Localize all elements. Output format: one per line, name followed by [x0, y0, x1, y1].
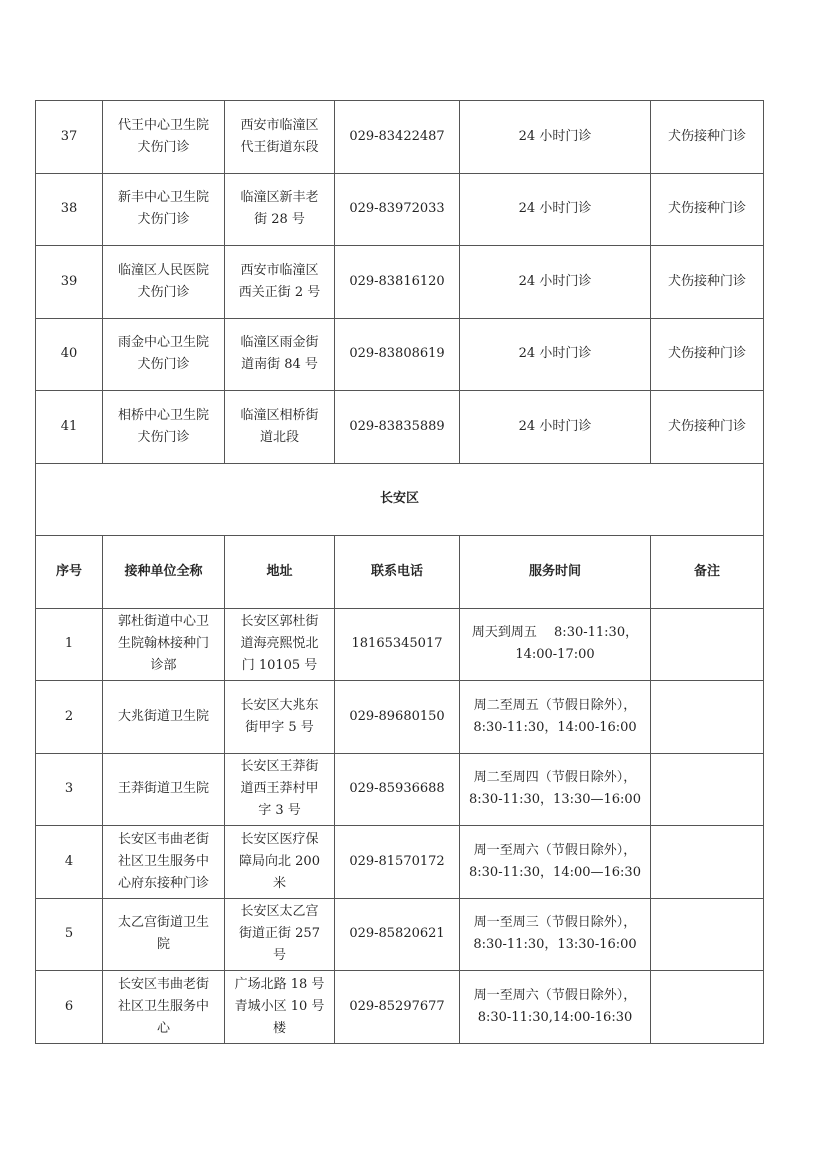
- service-hours-line: 24 小时门诊: [518, 346, 592, 362]
- remark: [651, 898, 764, 971]
- unit-phone: 029-85820621: [335, 898, 460, 971]
- unit-phone: 029-83816120: [335, 246, 460, 319]
- unit-address: [225, 173, 335, 246]
- row-number: 5: [36, 898, 103, 971]
- section-row: [36, 463, 764, 536]
- service-hours: [460, 173, 651, 246]
- unit-phone: 029-83422487: [335, 101, 460, 174]
- unit-name: [103, 173, 225, 246]
- service-hours-line: 周二至周五（节假日除外），: [473, 697, 637, 713]
- unit-address-line: 楼: [272, 1020, 286, 1036]
- unit-address-line: 门 10105 号: [241, 658, 318, 674]
- district-rows: [36, 608, 764, 1043]
- service-hours: [460, 826, 651, 899]
- unit-phone: 029-83808619: [335, 318, 460, 391]
- table-row: [36, 608, 764, 681]
- unit-address-line: 街 28 号: [254, 212, 305, 228]
- unit-name-line: 代王中心卫生院: [117, 117, 209, 133]
- unit-address-line: 道南街 84 号: [241, 357, 318, 373]
- service-hours: [460, 753, 651, 826]
- header-unit: 接种单位全称: [103, 536, 225, 609]
- unit-address: [225, 391, 335, 464]
- service-hours: [460, 608, 651, 681]
- table-row: [36, 173, 764, 246]
- table-row: [36, 246, 764, 319]
- table-row: [36, 826, 764, 899]
- unit-name-line: 诊部: [150, 658, 177, 674]
- unit-name-line: 新丰中心卫生院: [117, 190, 209, 206]
- service-hours-line: 24 小时门诊: [518, 201, 592, 217]
- unit-name: [103, 681, 225, 754]
- unit-name-line: 相桥中心卫生院: [117, 407, 209, 423]
- remark: [651, 753, 764, 826]
- table-row: [36, 681, 764, 754]
- service-hours: [460, 971, 651, 1044]
- service-hours-line: 周一至周六（节假日除外），: [473, 987, 637, 1003]
- row-number: 4: [36, 826, 103, 899]
- unit-address-line: 字 3 号: [258, 803, 301, 819]
- header-remark: 备注: [651, 536, 764, 609]
- unit-name: [103, 318, 225, 391]
- remark: [651, 971, 764, 1044]
- unit-name: [103, 826, 225, 899]
- unit-address-line: 街道正街 257: [239, 926, 320, 942]
- header-row: [36, 536, 764, 609]
- row-number: 6: [36, 971, 103, 1044]
- unit-name-line: 心府东接种门诊: [117, 875, 209, 891]
- header-no: 序号: [36, 536, 103, 609]
- unit-address-line: 西安市临潼区: [240, 117, 319, 133]
- service-hours-line: 8:30-11:30,14:00-16:30: [477, 1009, 633, 1025]
- unit-phone: 18165345017: [335, 608, 460, 681]
- service-hours-line: 8:30-11:30，14:00—16:30: [469, 864, 641, 880]
- header-hours: 服务时间: [460, 536, 651, 609]
- unit-address-line: 道海亮熙悦北: [240, 636, 319, 652]
- unit-phone: 029-81570172: [335, 826, 460, 899]
- remark: 犬伤接种门诊: [651, 246, 764, 319]
- service-hours-line: 8:30-11:30，14:00-16:00: [473, 719, 637, 735]
- unit-phone: 029-85297677: [335, 971, 460, 1044]
- unit-name-line: 太乙宫街道卫生: [117, 915, 209, 931]
- row-number: 1: [36, 608, 103, 681]
- table-row: [36, 101, 764, 174]
- top-rows: [36, 101, 764, 464]
- table-row: [36, 391, 764, 464]
- table-row: [36, 898, 764, 971]
- unit-name: [103, 971, 225, 1044]
- service-hours-line: 24 小时门诊: [518, 418, 592, 434]
- unit-phone: 029-83972033: [335, 173, 460, 246]
- remark: 犬伤接种门诊: [651, 101, 764, 174]
- unit-phone: 029-85936688: [335, 753, 460, 826]
- table-row: [36, 753, 764, 826]
- unit-name-line: 生院翰林接种门: [117, 636, 209, 652]
- row-number: 3: [36, 753, 103, 826]
- unit-address-line: 广场北路 18 号: [234, 976, 325, 992]
- unit-address: [225, 681, 335, 754]
- remark: 犬伤接种门诊: [651, 318, 764, 391]
- service-hours-line: 周一至周三（节假日除外），: [473, 915, 637, 931]
- unit-name-line: 雨金中心卫生院: [117, 335, 209, 351]
- unit-name-line: 临潼区人民医院: [117, 262, 209, 278]
- unit-address-line: 道西王莽村甲: [240, 781, 319, 797]
- unit-address-line: 长安区太乙宫: [240, 904, 319, 920]
- unit-address-line: 长安区王莽街: [240, 759, 319, 775]
- unit-address: [225, 753, 335, 826]
- unit-address-line: 临潼区雨金街: [240, 335, 319, 351]
- unit-name: [103, 246, 225, 319]
- unit-address: [225, 971, 335, 1044]
- table-row: [36, 971, 764, 1044]
- unit-name: [103, 101, 225, 174]
- row-number: 37: [36, 101, 103, 174]
- row-number: 40: [36, 318, 103, 391]
- unit-name-line: 社区卫生服务中: [117, 853, 209, 869]
- service-hours-line: 周天到周五 8:30-11:30，: [471, 625, 639, 641]
- unit-address-line: 障局向北 200: [239, 853, 320, 869]
- unit-name: [103, 898, 225, 971]
- unit-address: [225, 246, 335, 319]
- unit-address-line: 米: [272, 875, 286, 891]
- unit-address-line: 临潼区相桥街: [240, 407, 319, 423]
- remark: [651, 608, 764, 681]
- unit-name-line: 王莽街道卫生院: [117, 781, 209, 797]
- row-number: 39: [36, 246, 103, 319]
- service-hours: [460, 246, 651, 319]
- row-number: 41: [36, 391, 103, 464]
- remark: [651, 681, 764, 754]
- unit-address-line: 长安区大兆东: [240, 697, 319, 713]
- unit-phone: 029-89680150: [335, 681, 460, 754]
- unit-name-line: 社区卫生服务中: [117, 998, 209, 1014]
- unit-address: [225, 898, 335, 971]
- service-hours-line: 周二至周四（节假日除外），: [473, 770, 637, 786]
- table-row: [36, 318, 764, 391]
- unit-name-line: 长安区韦曲老街: [117, 976, 209, 992]
- unit-address: [225, 318, 335, 391]
- unit-address-line: 代王街道东段: [240, 139, 319, 155]
- unit-address: [225, 608, 335, 681]
- unit-name-line: 犬伤门诊: [137, 284, 190, 300]
- service-hours-line: 8:30-11:30，13:30-16:00: [473, 937, 637, 953]
- unit-address-line: 街甲字 5 号: [245, 719, 314, 735]
- service-hours-line: 24 小时门诊: [518, 128, 592, 144]
- unit-name-line: 犬伤门诊: [137, 212, 190, 228]
- service-hours: [460, 318, 651, 391]
- service-hours: [460, 391, 651, 464]
- unit-name-line: 犬伤门诊: [137, 139, 190, 155]
- service-hours: [460, 898, 651, 971]
- service-hours-line: 24 小时门诊: [518, 273, 592, 289]
- row-number: 2: [36, 681, 103, 754]
- header-address: 地址: [225, 536, 335, 609]
- service-hours-line: 14:00-17:00: [515, 647, 595, 663]
- unit-address-line: 西关正街 2 号: [238, 284, 321, 300]
- service-hours: [460, 681, 651, 754]
- unit-name: [103, 391, 225, 464]
- unit-address-line: 号: [272, 948, 286, 964]
- unit-name-line: 心: [156, 1020, 170, 1036]
- unit-address-line: 西安市临潼区: [240, 262, 319, 278]
- header-phone: 联系电话: [335, 536, 460, 609]
- unit-address: [225, 826, 335, 899]
- remark: 犬伤接种门诊: [651, 173, 764, 246]
- unit-name: [103, 753, 225, 826]
- service-hours-line: 周一至周六（节假日除外），: [473, 842, 637, 858]
- remark: [651, 826, 764, 899]
- unit-address-line: 临潼区新丰老: [240, 190, 319, 206]
- unit-phone: 029-83835889: [335, 391, 460, 464]
- section-title: 长安区: [36, 463, 764, 536]
- vaccination-site-table: [35, 100, 764, 1044]
- unit-address-line: 道北段: [259, 429, 299, 445]
- unit-name-line: 犬伤门诊: [137, 429, 190, 445]
- unit-address-line: 长安区郭杜街: [240, 614, 319, 630]
- remark: 犬伤接种门诊: [651, 391, 764, 464]
- unit-name-line: 大兆街道卫生院: [117, 708, 209, 724]
- unit-name-line: 院: [156, 937, 170, 953]
- unit-address: [225, 101, 335, 174]
- unit-address-line: 青城小区 10 号: [234, 998, 325, 1014]
- unit-name-line: 犬伤门诊: [137, 357, 190, 373]
- unit-name-line: 郭杜街道中心卫: [117, 614, 209, 630]
- unit-address-line: 长安区医疗保: [240, 831, 319, 847]
- unit-name-line: 长安区韦曲老街: [117, 831, 209, 847]
- service-hours: [460, 101, 651, 174]
- service-hours-line: 8:30-11:30，13:30—16:00: [469, 792, 641, 808]
- row-number: 38: [36, 173, 103, 246]
- unit-name: [103, 608, 225, 681]
